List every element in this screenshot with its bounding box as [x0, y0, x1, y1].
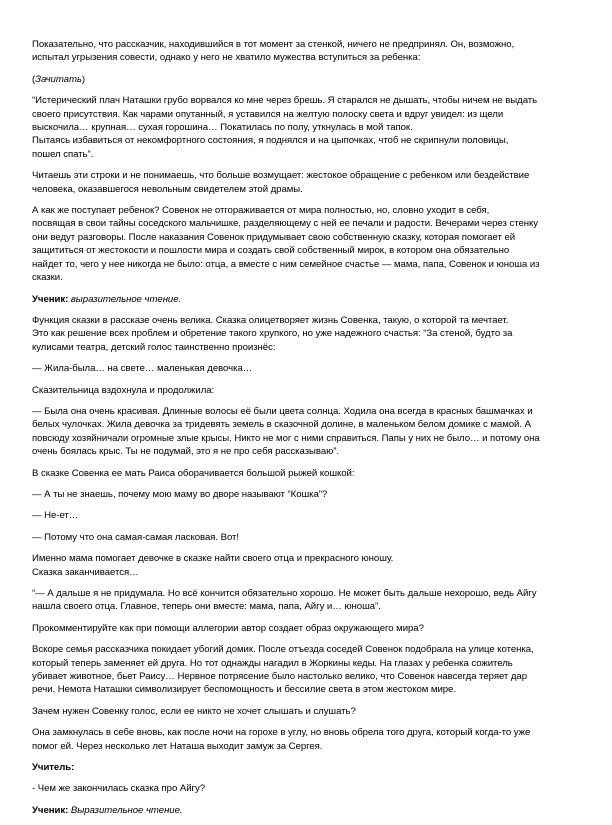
text-line: помог ей. Через несколько лет Наташа выходит замуж за Сергея.	[32, 740, 323, 752]
text-line: посвящая в свои тайны соседского мальчишке, разделяющему с ней ее печали и радости. Вечерами через стенку	[32, 218, 538, 230]
text-line: - Чем же закончилась сказка про Айгу?	[32, 783, 206, 795]
dialogue-line	[32, 488, 582, 501]
text-line: Она замкнулась в себе вновь, как после ночи на горохе в углу, но вновь обрела того друга, который когда-то уже	[32, 727, 531, 739]
text-line: — Не-ет…	[32, 510, 79, 522]
text-line: — Жила-была… на свете… маленькая девочка…	[32, 363, 253, 375]
text-line: своего присутствия. Как чарами опутанный, я уставился на желтую полоску света и вдруг увидел: из щели	[32, 108, 504, 120]
text-line: “— А дальше я не придумала. Но всё кончится обязательно хорошо. Не может быть дальше нехорошо, ведь Айгу	[32, 588, 537, 599]
text-line: “Истерический плач Наташки грубо ворвался ко мне через брешь. Я старался не дышать, чтобы ничем не выдать	[32, 95, 538, 107]
text-line: Это как решение всех проблем и обретение такого хрупкого, но уже надежного счастья: “За стеной, будто за	[32, 328, 513, 340]
text-line: Показательно, что рассказчик, находившийся в тот момент за стенкой, ничего не предпринял. Он, возможно,	[32, 39, 515, 50]
text-line: выскочила… крупная… сухая горошина… Покатилась по полу, уткнулась в мой тапок.	[32, 122, 413, 134]
text-line: защититься от жестокости и пошлости мира и создать свой собственный мирок, в котором она обязательно	[32, 245, 510, 257]
dialogue-line	[32, 509, 582, 522]
text-line: — А ты не знаешь, почему мою маму во дворе называют “Кошка”?	[32, 488, 328, 500]
text-line: убивает животное, бьет Раису… Нервное потрясение было настолько велико, что Совенок навсегда теряет дар	[32, 671, 528, 683]
paragraph-11	[32, 467, 582, 480]
text-line: испытал угрызения совести, однако у него не хватило мужества вступиться за ребенка:	[32, 52, 421, 64]
paragraph-7	[32, 314, 582, 354]
text-line: Сказка заканчивается…	[32, 566, 139, 578]
document-body	[32, 38, 582, 825]
student-remark	[32, 804, 582, 817]
text-line: Пытаясь избавиться от некомфортного состояния, я поднялся и на цыпочках, чтоб не скрипнули половицы,	[32, 135, 509, 147]
paragraph-1	[32, 38, 582, 65]
speaker-label: Ученик:	[32, 293, 69, 305]
text-line: речи. Немота Наташки символизирует беспомощность и бессилие света в этом жестоком мире.	[32, 684, 456, 696]
text-line: В сказке Совенка ее мать Раиса оборачивается большой рыжей кошкой:	[32, 467, 355, 479]
text-line: Прокомментируйте как при помощи аллегории автор создает образ окружающего мира?	[32, 622, 424, 634]
stage-direction	[32, 73, 582, 86]
paragraph-18	[32, 643, 582, 697]
text-line: сказки.	[32, 272, 63, 284]
speaker-action: выразительное чтение.	[70, 293, 182, 305]
text-line: кулисами театра, детский голос таинственно произнёс:	[32, 341, 276, 353]
paragraph-20	[32, 726, 582, 753]
text-line: повсюду хозяйничали огромные злые крысы. Никто не мог с ними справиться. Папы у них не было… и потому она	[32, 432, 540, 444]
text-line: найдет то, чего у нее никогда не было: отца, а вместе с ним семейное счастье — мама, папа, Совенок и юноша из	[32, 258, 540, 270]
paragraph-10	[32, 405, 582, 459]
text-line: Функция сказки в рассказе очень велика. Сказка олицетворяет жизнь Совенка, такую, о которой та мечтает.	[32, 314, 509, 326]
question	[32, 705, 582, 718]
speaker-action: Выразительное чтение.	[70, 804, 183, 816]
text-line: А как же поступает ребенок? Совенок не отгораживается от мира полностью, но, словно уходит в себя,	[32, 205, 490, 217]
dialogue-line	[32, 362, 582, 375]
text-line: белых чулочках. Жила девочка за тридевять земель в сказочной долине, в маленьком белом домике с мамой. А	[32, 419, 531, 431]
paragraph-16	[32, 587, 582, 614]
teacher-label-paragraph	[32, 761, 582, 774]
text-line: пошел спать”.	[32, 148, 94, 160]
teacher-question	[32, 782, 582, 795]
text-line: — Была она очень красивая. Длинные волосы её были цвета солнца. Ходила она всегда в красных башмачках и	[32, 405, 533, 417]
text-line: — Потому что она самая-самая ласковая. Вот!	[32, 531, 240, 543]
text-line: Вскоре семья рассказчика покидает убогий домик. После отъезда соседей Совенок подобрала на улице котенка,	[32, 644, 534, 656]
text-line: они ведут разговоры. После наказания Совенок придумывает свою собственную сказку, которая помогает ей	[32, 231, 516, 243]
text-line: Зачем нужен Совенку голос, если ее никто не хочет слышать и слушать?	[32, 705, 356, 717]
text-line: человека, оказавшегося невольным свидетелем этой драмы.	[32, 183, 303, 195]
paragraph-5	[32, 204, 582, 284]
question	[32, 622, 582, 635]
paragraph-9	[32, 384, 582, 397]
quote-paragraph	[32, 94, 582, 161]
text-line: очень боялась крыс. Ты не подумай, это я не про себя рассказываю”.	[32, 446, 340, 458]
text-line: Сказительница вздохнула и продолжила:	[32, 384, 215, 396]
dialogue-line	[32, 531, 582, 544]
paragraph-4	[32, 169, 582, 196]
paren-close: )	[81, 73, 86, 85]
student-remark	[32, 293, 582, 306]
paragraph-15	[32, 552, 582, 579]
stage-direction-text: Зачитать	[35, 73, 82, 85]
text-line: Читаешь эти строки и не понимаешь, что больше возмущает: жестокое обращение с ребенком или бездействие	[32, 170, 530, 182]
paren-open: (	[32, 73, 36, 85]
speaker-label: Ученик:	[32, 804, 69, 816]
text-line: который теперь заменяет ей друга. Но тот однажды нагадил в Жоркины кеды. На глазах у ребенка сожитель	[32, 657, 513, 669]
text-line: Именно мама помогает девочке в сказке найти своего отца и прекрасного юношу.	[32, 553, 394, 565]
text-line: нашла своего отца. Главное, теперь они вместе: мама, папа, Айгу и… юноша”.	[32, 601, 381, 613]
speaker-label: Учитель:	[32, 762, 75, 774]
